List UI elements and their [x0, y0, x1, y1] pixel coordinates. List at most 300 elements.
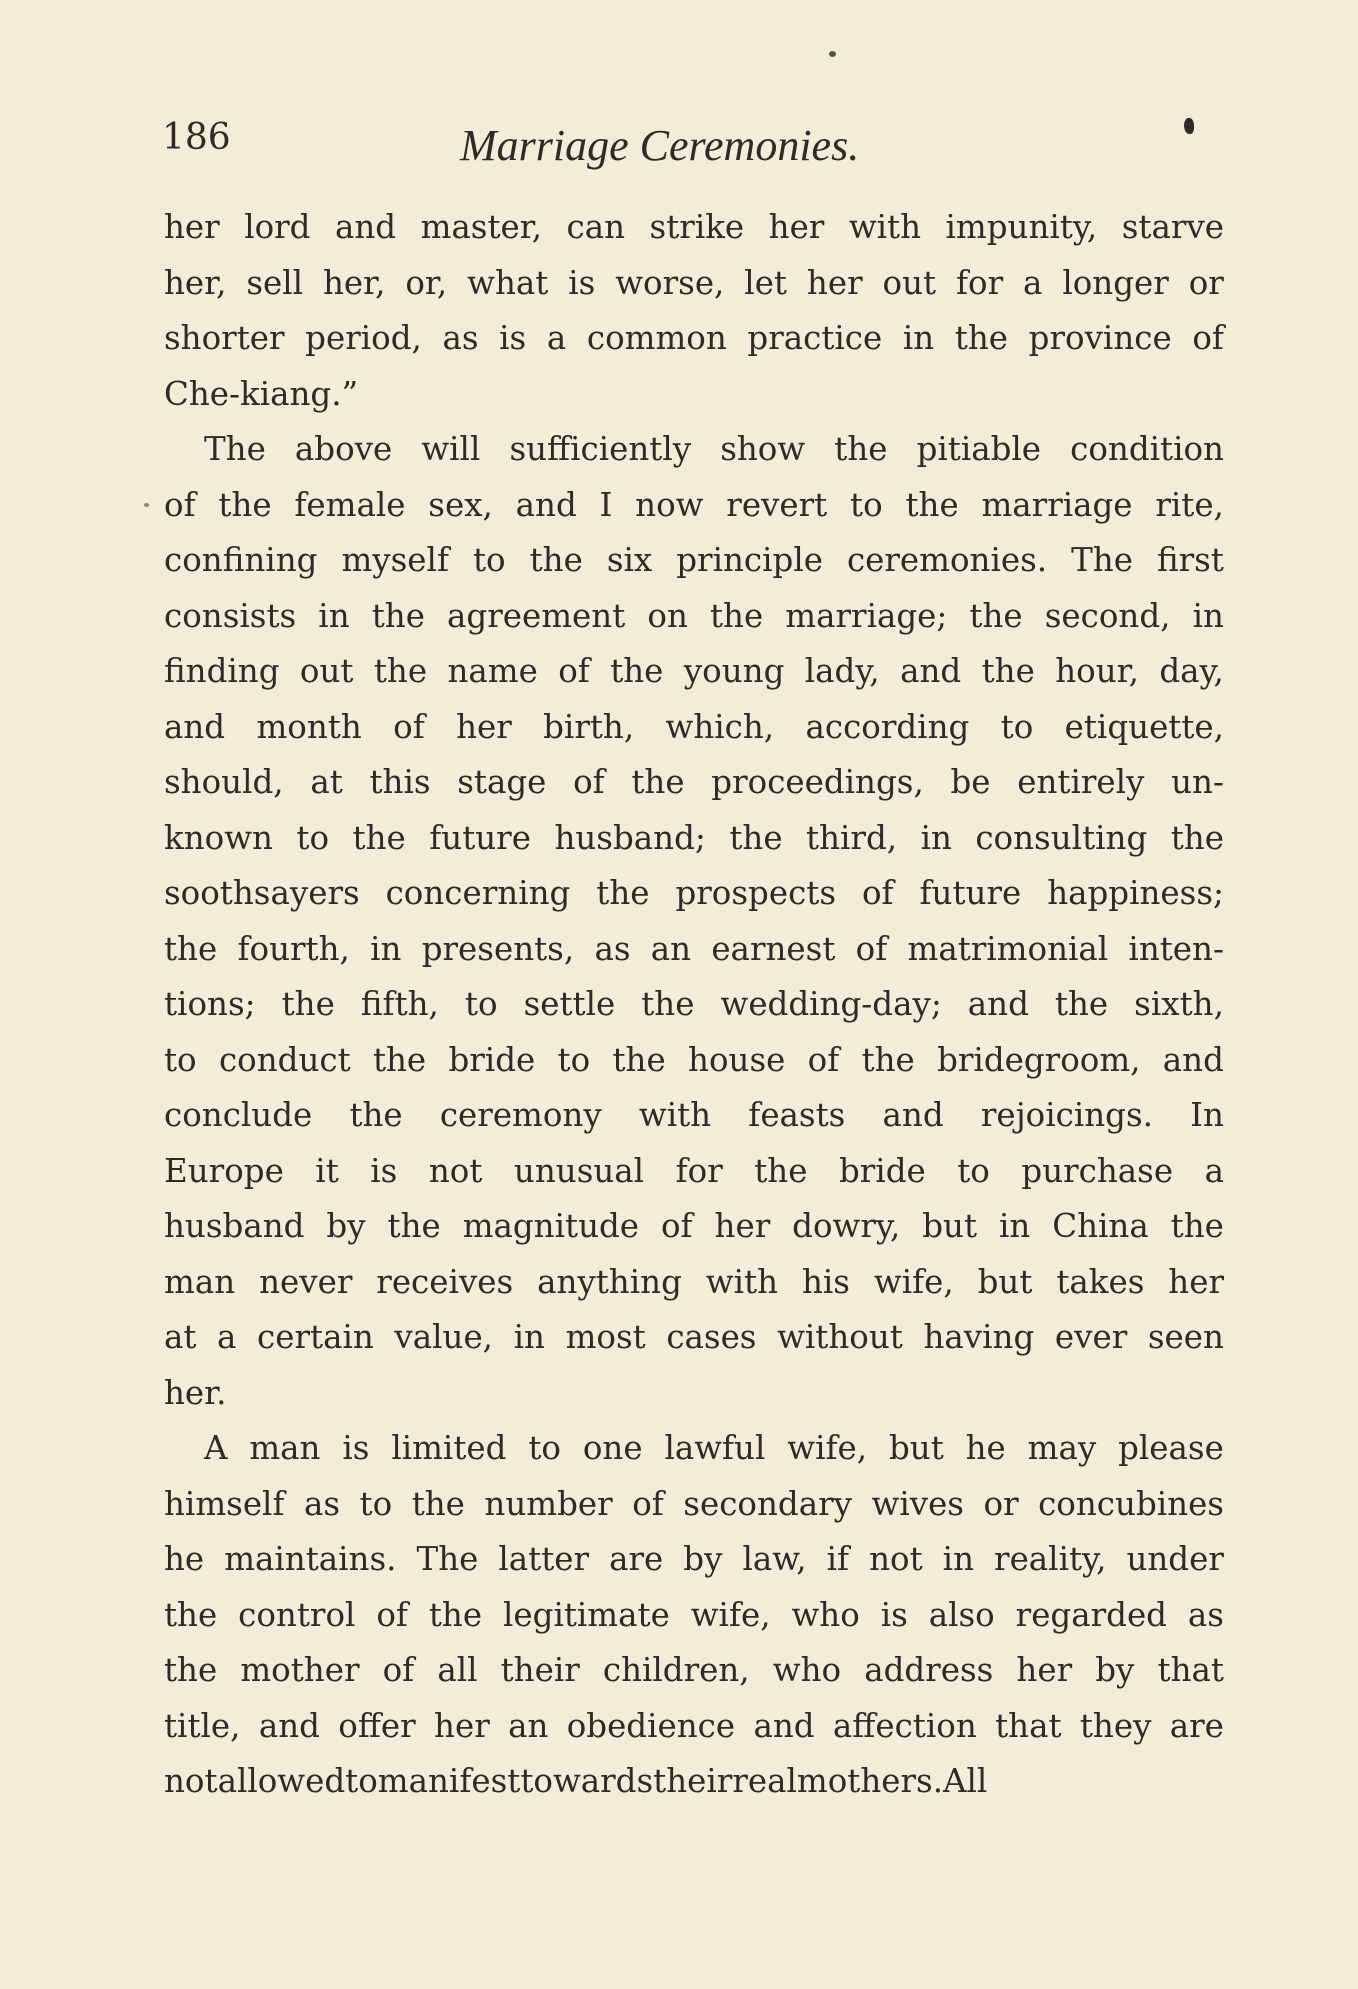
word: without — [777, 1318, 903, 1356]
word: of — [855, 929, 888, 968]
word: mothers. — [796, 1762, 944, 1800]
word: future — [429, 818, 531, 857]
word: as — [442, 319, 479, 357]
word: wives — [871, 1484, 964, 1523]
word: the — [387, 1207, 441, 1245]
word: bridegroom, — [937, 1040, 1141, 1079]
word: a — [1023, 263, 1043, 302]
word: In — [1190, 1096, 1224, 1134]
word: of — [660, 1207, 693, 1245]
word: to — [164, 1040, 197, 1079]
word: the — [164, 1651, 218, 1689]
word: to — [557, 1040, 591, 1079]
word: longer — [1062, 263, 1169, 302]
text-line — [164, 1088, 1224, 1144]
word: are — [609, 1540, 664, 1578]
running-title: Marriage Ceremonies. — [460, 121, 860, 170]
word: be — [950, 763, 991, 801]
text-line — [164, 1699, 1224, 1755]
word: or — [983, 1484, 1019, 1523]
word: affection — [832, 1706, 977, 1745]
word: dowry, — [792, 1207, 901, 1245]
word: day, — [1159, 652, 1224, 690]
word: one — [582, 1429, 643, 1467]
word: magnitude — [462, 1207, 640, 1245]
word: number — [484, 1484, 613, 1523]
word: now — [635, 485, 704, 524]
word: or, — [405, 263, 448, 302]
word: the — [349, 1096, 403, 1134]
word: impunity, — [945, 208, 1098, 246]
word: her — [456, 707, 512, 746]
text-line — [164, 311, 1224, 367]
word: the — [954, 319, 1009, 357]
word: sell — [246, 263, 304, 302]
text-line — [164, 1366, 1224, 1422]
word: the — [709, 596, 764, 635]
word: may — [1027, 1429, 1097, 1467]
word: is — [568, 263, 596, 302]
word: as — [303, 1484, 341, 1523]
word: their — [653, 1762, 733, 1800]
word: in — [1192, 596, 1224, 635]
word: Europe — [164, 1151, 284, 1190]
word: young — [683, 652, 785, 690]
text-line — [164, 866, 1224, 922]
word: is — [880, 1595, 908, 1634]
word: purchase — [1021, 1151, 1174, 1190]
text-line — [164, 1643, 1224, 1699]
word: bride — [838, 1151, 926, 1190]
word: having — [923, 1318, 1035, 1356]
word: feasts — [748, 1096, 846, 1134]
word: soothsayers — [164, 874, 360, 912]
word: happiness; — [1047, 874, 1224, 912]
word: he — [164, 1540, 205, 1578]
word: sixth, — [1134, 985, 1224, 1023]
word: but — [977, 1262, 1033, 1301]
word: and — [515, 485, 577, 524]
word: The — [1071, 541, 1133, 579]
word: to — [464, 985, 498, 1023]
word: children, — [602, 1651, 750, 1689]
word: of — [382, 1651, 415, 1689]
word: not — [164, 1762, 218, 1800]
word: anything — [537, 1262, 682, 1301]
word: should, — [164, 763, 284, 801]
word: by — [1095, 1651, 1135, 1689]
word: her — [1168, 1262, 1224, 1301]
word: conclude — [164, 1096, 313, 1134]
word: never — [259, 1262, 353, 1301]
word: in — [902, 319, 935, 357]
word: his — [801, 1262, 850, 1301]
text-line — [164, 811, 1224, 867]
word: unusual — [513, 1151, 645, 1190]
word: bride — [448, 1040, 536, 1079]
word: The — [204, 430, 266, 468]
word: the — [969, 596, 1023, 635]
word: what — [467, 263, 549, 302]
word: ever — [1054, 1318, 1128, 1356]
word: inten- — [1128, 929, 1224, 968]
word: the — [1170, 818, 1224, 857]
word: a — [1204, 1151, 1224, 1190]
text-line — [164, 1310, 1224, 1366]
word: himself — [164, 1484, 285, 1523]
word: above — [294, 430, 393, 468]
word: limited — [391, 1429, 507, 1467]
word: obedience — [566, 1706, 736, 1745]
word: who — [772, 1651, 842, 1689]
word: to — [528, 1429, 561, 1467]
text-line — [164, 1144, 1224, 1200]
word: worse, — [615, 263, 725, 302]
word: law, — [742, 1540, 807, 1578]
word: value, — [394, 1318, 494, 1356]
word: for — [955, 263, 1004, 302]
word: lady, — [804, 652, 880, 690]
word: the — [164, 929, 218, 968]
ornament-mark-icon — [1184, 118, 1194, 134]
word: period, — [305, 319, 422, 357]
word: sex, — [428, 485, 493, 524]
word: or — [1188, 263, 1224, 302]
word: her — [1016, 1651, 1073, 1689]
text-line — [164, 1255, 1224, 1311]
word: finding — [164, 652, 280, 690]
word: concubines — [1038, 1484, 1224, 1523]
word: manifest — [377, 1762, 521, 1800]
word: her — [164, 208, 220, 246]
body-text — [164, 200, 1224, 1810]
word: hour, — [1055, 652, 1139, 690]
word: the — [729, 818, 783, 857]
word: a — [546, 319, 567, 357]
word: for — [675, 1151, 723, 1190]
word: not — [428, 1151, 483, 1190]
word: marriage; — [785, 596, 948, 635]
word: that — [1157, 1651, 1224, 1689]
word: offer — [338, 1706, 416, 1745]
word: fourth, — [237, 929, 350, 968]
word: and — [1162, 1040, 1224, 1079]
word: rite, — [1155, 485, 1224, 524]
word: the — [1054, 985, 1109, 1023]
word: month — [256, 707, 362, 746]
word: out — [299, 652, 354, 690]
word: birth, — [543, 707, 635, 746]
word: as — [1187, 1595, 1224, 1634]
word: by — [683, 1540, 723, 1578]
word: etiquette, — [1064, 707, 1224, 746]
word: out — [882, 263, 937, 302]
word: wife, — [873, 1262, 954, 1301]
word: and — [967, 985, 1029, 1023]
word: their — [500, 1651, 580, 1689]
page-header — [0, 118, 1358, 178]
word: and — [882, 1096, 944, 1134]
word: house — [688, 1040, 786, 1079]
word: settle — [523, 985, 616, 1023]
word: is — [342, 1429, 370, 1467]
word: he — [965, 1429, 1006, 1467]
word: confining — [164, 541, 318, 579]
text-line — [164, 1588, 1224, 1644]
word: I — [599, 485, 613, 524]
text-line — [164, 755, 1224, 811]
word: a — [217, 1318, 237, 1356]
word: if — [826, 1540, 850, 1578]
word: the — [905, 485, 959, 524]
word: consulting — [975, 818, 1148, 857]
word: with — [638, 1096, 712, 1134]
text-line — [164, 977, 1224, 1033]
word: it — [315, 1151, 339, 1190]
word: third, — [806, 818, 898, 857]
word: name — [447, 652, 538, 690]
word: an — [650, 929, 692, 968]
word: presents, — [421, 929, 575, 968]
word: but — [888, 1429, 944, 1467]
word: under — [1126, 1540, 1224, 1578]
word: mother — [240, 1651, 360, 1689]
word: of — [573, 763, 605, 801]
word: this — [369, 763, 431, 801]
word: lawful — [664, 1429, 766, 1467]
word: and — [334, 208, 397, 246]
word: the — [372, 1040, 427, 1079]
word: of — [807, 1040, 840, 1079]
word: in — [942, 1540, 974, 1578]
word: her — [714, 1207, 771, 1245]
word: of — [558, 652, 590, 690]
word: regarded — [1015, 1595, 1167, 1634]
word: husband — [164, 1207, 305, 1245]
word: myself — [341, 541, 449, 579]
ink-speck — [144, 503, 149, 507]
word: to — [345, 1762, 378, 1800]
word: to — [359, 1484, 393, 1523]
word: with — [705, 1262, 779, 1301]
word: with — [848, 208, 922, 246]
text-line — [164, 478, 1224, 534]
word: in — [513, 1318, 545, 1356]
word: province — [1028, 319, 1172, 357]
word: her, — [322, 263, 386, 302]
word: will — [421, 430, 481, 468]
text-line — [164, 533, 1224, 589]
word: the — [352, 818, 406, 857]
word: of — [1192, 319, 1224, 357]
word: to — [472, 541, 506, 579]
word: conduct — [218, 1040, 351, 1079]
word: future — [919, 874, 1022, 912]
word: tions; — [164, 985, 256, 1023]
word: un- — [1171, 763, 1224, 801]
word: in — [998, 1207, 1031, 1245]
word: A — [204, 1429, 228, 1467]
word: ceremony — [439, 1096, 602, 1134]
text-line — [164, 700, 1224, 756]
word: the — [529, 541, 583, 579]
word: strike — [649, 208, 745, 246]
word: her — [806, 263, 863, 302]
word: but — [922, 1207, 978, 1245]
word: the — [834, 430, 888, 468]
word: her — [434, 1706, 490, 1745]
word: the — [164, 1595, 218, 1634]
text-line — [164, 1754, 1224, 1810]
text-line — [164, 589, 1224, 645]
word: entirely — [1017, 763, 1145, 801]
word: proceedings, — [711, 763, 924, 801]
word: marriage — [981, 485, 1133, 524]
word: her. — [164, 1373, 227, 1412]
word: master, — [420, 208, 543, 246]
word: allowed — [217, 1762, 346, 1800]
word: agreement — [447, 596, 626, 635]
word: is — [370, 1151, 398, 1190]
word: matrimonial — [907, 929, 1109, 968]
word: the — [861, 1040, 915, 1079]
text-line — [164, 422, 1224, 478]
word: lord — [244, 208, 311, 246]
word: first — [1156, 541, 1224, 579]
word: cases — [666, 1318, 757, 1356]
word: prospects — [675, 874, 837, 912]
word: her, — [164, 263, 227, 302]
word: of — [376, 1595, 408, 1634]
word: to — [1000, 707, 1034, 746]
word: most — [565, 1318, 646, 1356]
word: receives — [376, 1262, 514, 1301]
word: earnest — [711, 929, 836, 968]
ink-speck — [829, 51, 836, 57]
word: which, — [665, 707, 775, 746]
word: female — [294, 485, 406, 524]
word: secondary — [683, 1484, 852, 1523]
word: who — [791, 1595, 860, 1634]
word: man — [249, 1429, 321, 1467]
word: wife, — [787, 1429, 868, 1467]
word: revert — [726, 485, 828, 524]
word: the — [411, 1484, 465, 1523]
word: the — [371, 596, 425, 635]
word: of — [393, 707, 425, 746]
word: sufficiently — [509, 430, 692, 468]
word: the — [428, 1595, 483, 1634]
word: of — [632, 1484, 664, 1523]
word: to — [957, 1151, 990, 1190]
word: known — [164, 818, 273, 857]
word: wedding-day; — [720, 985, 942, 1023]
word: address — [864, 1651, 994, 1689]
word: that — [995, 1706, 1062, 1745]
text-line — [164, 367, 1224, 423]
word: common — [586, 319, 727, 357]
word: the — [596, 874, 650, 912]
text-line — [164, 1477, 1224, 1533]
word: of — [164, 485, 196, 524]
word: the — [1170, 1207, 1224, 1245]
word: wife, — [690, 1595, 771, 1634]
word: as — [594, 929, 631, 968]
word: on — [647, 596, 688, 635]
word: an — [508, 1706, 549, 1745]
word: concerning — [385, 874, 571, 912]
word: ceremonies. — [846, 541, 1048, 579]
word: takes — [1056, 1262, 1145, 1301]
word: the — [281, 985, 335, 1023]
word: her — [768, 208, 825, 246]
word: Che-kiang.” — [164, 374, 359, 413]
text-line — [164, 1421, 1224, 1477]
word: the — [610, 652, 664, 690]
word: all — [437, 1651, 478, 1689]
word: shorter — [164, 319, 285, 357]
word: they — [1079, 1706, 1152, 1745]
word: show — [720, 430, 806, 468]
word: fifth, — [360, 985, 439, 1023]
word: are — [1169, 1706, 1224, 1745]
word: according — [805, 707, 970, 746]
word: seen — [1147, 1318, 1224, 1356]
word: and — [164, 707, 226, 746]
word: control — [238, 1595, 356, 1634]
word: the — [631, 763, 685, 801]
word: to — [296, 818, 330, 857]
word: rejoicings. — [980, 1096, 1153, 1134]
word: legitimate — [503, 1595, 670, 1634]
word: China — [1052, 1207, 1149, 1245]
word: real — [732, 1762, 797, 1800]
word: the — [612, 1040, 666, 1079]
word: practice — [747, 319, 883, 357]
word: pitiable — [916, 430, 1042, 468]
word: and — [900, 652, 962, 690]
word: principle — [676, 541, 823, 579]
text-line — [164, 1199, 1224, 1255]
text-line — [164, 644, 1224, 700]
word: title, — [164, 1706, 241, 1745]
word: The — [416, 1540, 479, 1578]
word: the — [373, 652, 428, 690]
word: certain — [257, 1318, 374, 1356]
word: and — [258, 1706, 320, 1745]
word: the — [981, 652, 1035, 690]
text-line — [164, 256, 1224, 312]
text-line — [164, 200, 1224, 256]
word: husband; — [554, 818, 706, 857]
word: the — [754, 1151, 808, 1190]
word: starve — [1121, 208, 1224, 246]
word: man — [164, 1262, 236, 1301]
text-line — [164, 1532, 1224, 1588]
word: by — [326, 1207, 366, 1245]
word: also — [928, 1595, 995, 1634]
text-line — [164, 922, 1224, 978]
word: can — [566, 208, 626, 246]
word: and — [753, 1706, 815, 1745]
word: consists — [164, 596, 297, 635]
word: in — [370, 929, 402, 968]
word: in — [920, 818, 952, 857]
word: the — [218, 485, 272, 524]
word: condition — [1070, 430, 1224, 468]
word: reality, — [994, 1540, 1107, 1578]
word: maintains. — [224, 1540, 397, 1578]
